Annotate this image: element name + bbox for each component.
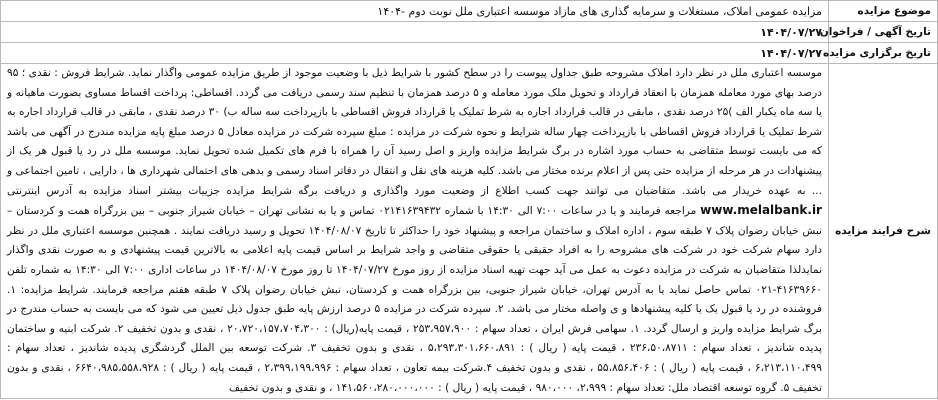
process-text-part-2: مراجعه فرمایند و یا در ساعات ۷:۰۰ الی ۱۴:۳۰ با شماره ۰۲۱۴۱۶۳۹۴۳۲ تماس و یا به نشانی تهران – خیابان شیراز جنوبی – بین بزرگراه همت و کردستان – نبش خیابان رضوان پلاک ۷ طبقه سوم ، اداره املاک و ساختمان مراجعه و پیشنهاد خود را حداکثر تا تاریخ ۱۴۰۴/۰۸/۰۷ تحویل و رسید دریافت نمایند . همچنین موسسه اعتباری ملل در نظر دارد سهام شرکت خود در شرکت های مشروحه را به افراد حقیقی یا حقوقی متقاضی و واجد شرایط بر اساس قیمت پایه اعلامی به بالاترین قیمت پیشنهادی و به صورت نقدی واگذار نمایدلذا متقاضیان به شرکت در مزایده دعوت به عمل می آید جهت تهیه اسناد مزایده از روز مورخ ۱۴۰۴/۰۷/۲۷ تا روز مورخ ۱۴۰۴/۰۸/۰۷ در ساعات اداری ۷:۰۰ الی ۱۴:۳۰ به شماره تلفن ۴۱۶۳۹۶۶۰-۰۲۱ تماس حاصل نماید یا به آدرس تهران، خیابان شیراز جنوبی، بین بزرگراه همت و کردستان، نبش خیابان رضوان پلاک ۷ طبقه هفتم مراجعه فرمایند. شرایط مزایده: ۱. فروشنده در رد یا قبول یک یا کلیه پیشنهادها و ی واصله مختار می باشد. ۲. سپرده شرکت در مزایده ۵ درصد ارزش پایه طبق جدول ذیل تعیین می شود که می بایست به حساب مندرج در برگ شرایط مزایده واریز و ارسال گردد. ۱. سهامی فرش ایران ، تعداد سهام : ۲۵۳،۹۵۷،۹۰۰ ، قیمت پایه(ریال) : ۲۰،۷۲۰،۱۵۷،۷۰۴،۳۰۰ ، نقدی و بدون تخفیف ۲. شرکت ابنیه و ساختمان پدیده شاندیز ، تعداد سهام : ۲۳۶،۵۰،۸۷۱۱ ، قیمت پایه ( ریال ) : ۵،۲۹۳،۳۰۱،۶۶۰،۸۹۱ ، نقدی و بدون تخفیف ۳. شرکت توسعه بین الملل گردشگری پدیده شاندیز ، تعداد سهام : ۶،۲۱۳،۱۱۰،۴۹۹ ، قیمت پایه ( ریال ) : ۵۵،۸۵۶،۴۰۶ ، نقدی و بدون تخفیف ۴.شرکت بیمه تعاون ، تعداد سهام : ۲،۳۹۹،۱۹۹،۹۹۶ ، قیمت پایه ( ریال ) : ۶۶۴۰،۹۸۵،۵۵۸،۹۲۸ ، نقدی و بدون تخفیف ۵. گروه توسعه اقتصاد ملل: تعداد سهام : ۲،۹۹۹، ۹۸۰،۰۰۰ ، قیمت پایه ( ریال ) : ۱۴۱،۵۶۰،۲۸۰،۰۰۰،۰۰۰ ، و نقدی و بدون تخفیف — [7, 205, 823, 394]
website-link[interactable]: www.melalbank.ir — [700, 203, 822, 218]
publish-date-value: ۱۴۰۴/۰۷/۲۷ — [1, 22, 829, 43]
subject-value: مزایده عمومی املاک، مستغلات و سرمایه گذاری های مازاد موسسه اعتباری ملل نوبت دوم -۱۴۰۴ — [1, 1, 829, 22]
process-description — [1, 64, 829, 399]
publish-date-row — [1, 22, 938, 43]
publish-date-label: تاریخ آگهی / فراخوان — [829, 22, 938, 43]
process-row — [1, 64, 938, 399]
hold-date-row — [1, 43, 938, 64]
process-label: شرح فرایند مزایده — [829, 64, 938, 399]
process-text-part-1: موسسه اعتباری ملل در نظر دارد املاک مشروحه طبق جداول پیوست را در سطح کشور با شرایط ذیل با وضعیت موجود از طریق مزایده عمومی واگذار نماید. شرایط فروش : نقدی ؛ ۹۵ درصد بهای مورد معامله همزمان با انعقاد قرارداد و تحویل ملک مورد معامله و ۵ درصد همزمان با تنظیم سند رسمی دریافت می گردد. اقساطی: پرداخت اقساط مساوی بصورت ماهیانه و یا سه ماه یکبار الف )۲۵ درصد نقدی ، مابقی در قالب قرارداد اجاره به شرط تملیک یا قرارداد فروش اقساطی با بازپرداخت سه ساله ب) ۳۰ درصد نقدی ، مابقی در قالب قرارداد اجاره به شرط تملیک یا قرارداد فروش اقساطی با بازپرداخت چهار ساله شرایط و نحوه شرکت در مزایده : مبلغ سپرده شرکت در مزایده معادل ۵ درصد مبلغ پایه مزایده مندرج در آگهی می باشد که می بایست توسط متقاضی به حساب مورد اشاره در برگ شرایط مزایده واریز و اصل رسید آن را همراه با فرم های تکمیل شده تحویل نماید. موسسه ملل در رد یا قبول هر یک از پیشنهادات در هر مرحله از مزایده حتی پس از اعلام برنده مختار می باشد. کلیه هزینه های نقل و انتقال در دفاتر اسناد رسمی و بدهی های احتمالی شهرداری ها ، دارایی ، تامین اجتماعی و ... به عهده خریدار می باشد. متقاضیان می توانند جهت کسب اطلاع از وضعیت مورد واگذاری و دریافت برگه شرایط مزایده جزییات بیشتر اسناد مزایده به آدرس اینترنتی — [7, 67, 822, 197]
hold-date-value: ۱۴۰۴/۰۷/۲۷ — [1, 43, 829, 64]
subject-label: موضوع مزایده — [829, 1, 938, 22]
subject-row — [1, 1, 938, 22]
hold-date-label: تاریخ برگزاری مزایده — [829, 43, 938, 64]
